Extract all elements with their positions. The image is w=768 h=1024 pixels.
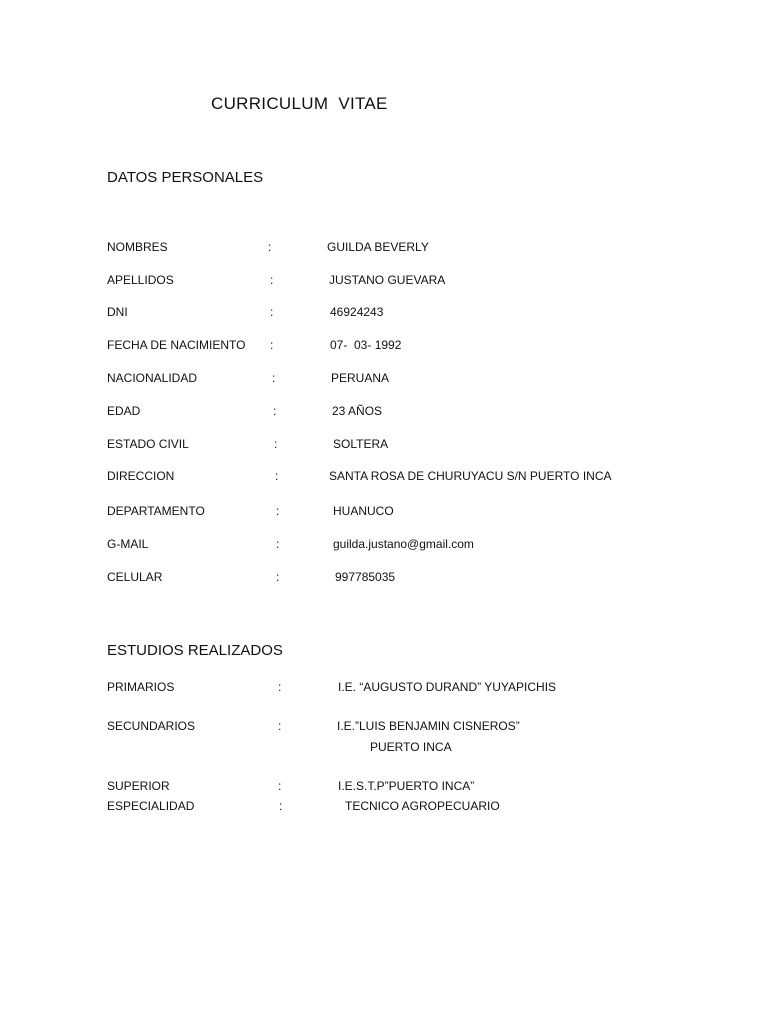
field-label: PRIMARIOS	[107, 680, 175, 694]
field-label: SECUNDARIOS	[107, 719, 196, 733]
field-value: GUILDA BEVERLY	[327, 240, 429, 254]
field-value: PERUANA	[331, 371, 390, 385]
field-colon: :	[279, 799, 283, 813]
field-colon: :	[270, 338, 274, 352]
field-label: NACIONALIDAD	[107, 371, 198, 385]
field-value: SANTA ROSA DE CHURUYACU S/N PUERTO INCA	[329, 469, 612, 483]
field-label: DNI	[107, 305, 128, 319]
field-colon: :	[270, 273, 274, 287]
field-row-celular	[107, 570, 396, 640]
field-colon: :	[276, 537, 280, 551]
field-label: APELLIDOS	[107, 273, 174, 287]
field-label: ESTADO CIVIL	[107, 437, 189, 451]
study-row-especialidad	[107, 799, 500, 869]
field-colon: :	[276, 570, 280, 584]
field-colon: :	[276, 504, 280, 518]
field-value: 997785035	[335, 570, 396, 584]
field-label: ESPECIALIDAD	[107, 799, 195, 813]
field-value: SOLTERA	[333, 437, 389, 451]
field-value: HUANUCO	[333, 504, 394, 518]
field-label: DEPARTAMENTO	[107, 504, 205, 518]
field-value: TECNICO AGROPECUARIO	[345, 799, 500, 813]
field-colon: :	[278, 779, 282, 793]
field-label: SUPERIOR	[107, 779, 170, 793]
field-value: JUSTANO GUEVARA	[329, 273, 446, 287]
field-label: FECHA DE NACIMIENTO	[107, 338, 246, 352]
field-label: NOMBRES	[107, 240, 168, 254]
field-colon: :	[273, 404, 277, 418]
section-heading-studies: ESTUDIOS REALIZADOS	[107, 642, 283, 659]
section-heading-personal: DATOS PERSONALES	[107, 169, 264, 186]
field-colon: :	[270, 305, 274, 319]
field-colon: :	[278, 680, 282, 694]
field-colon: :	[278, 719, 282, 733]
field-label: EDAD	[107, 404, 141, 418]
document-title: CURRICULUM VITAE	[211, 94, 388, 113]
field-value: guilda.justano@gmail.com	[333, 537, 474, 551]
field-value: 23 AÑOS	[332, 404, 383, 418]
field-colon: :	[275, 469, 279, 483]
field-label: DIRECCION	[107, 469, 175, 483]
field-value-continuation: PUERTO INCA	[370, 740, 452, 754]
field-colon: :	[272, 371, 276, 385]
field-colon: :	[268, 240, 272, 254]
field-value: I.E.S.T.P”PUERTO INCA”	[338, 779, 475, 793]
field-value: 07- 03- 1992	[330, 338, 402, 352]
field-value: I.E.”LUIS BENJAMIN CISNEROS”	[337, 719, 520, 733]
field-value: I.E. “AUGUSTO DURAND” YUYAPICHIS	[338, 680, 557, 694]
field-label: G-MAIL	[107, 537, 149, 551]
field-value: 46924243	[330, 305, 384, 319]
field-colon: :	[274, 437, 278, 451]
field-label: CELULAR	[107, 570, 163, 584]
